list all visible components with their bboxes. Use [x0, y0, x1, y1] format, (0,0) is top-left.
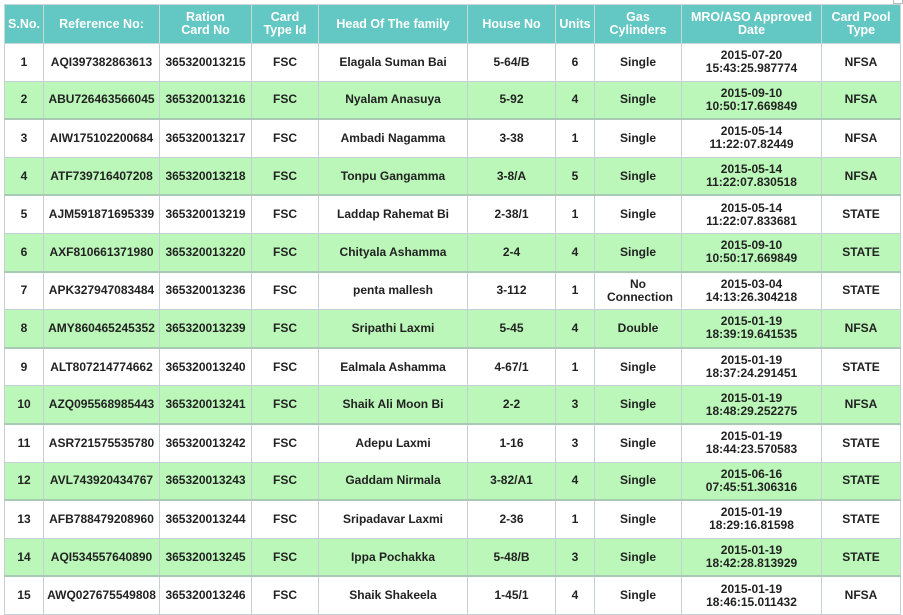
cell-reference-no: AVL743920434767: [44, 462, 160, 500]
cell-house-no: 2-2: [468, 386, 556, 424]
cell-ration-card-no: 365320013215: [160, 44, 252, 82]
cell-approved-date: 2015-01-19 18:48:29.252275: [682, 386, 822, 424]
cell-sno: 12: [5, 462, 44, 500]
cell-house-no: 1-16: [468, 424, 556, 462]
cell-approved-date: 2015-05-14 11:22:07.830518: [682, 157, 822, 195]
cell-head-of-family: Laddap Rahemat Bi: [319, 195, 468, 233]
cell-sno: 15: [5, 576, 44, 614]
col-reference-no: Reference No:: [44, 5, 160, 44]
cell-card-type-id: FSC: [252, 44, 319, 82]
cell-card-type-id: FSC: [252, 272, 319, 310]
cell-house-no: 2-36: [468, 500, 556, 538]
cell-approved-date: 2015-01-19 18:37:24.291451: [682, 348, 822, 386]
cell-units: 1: [556, 348, 595, 386]
cell-units: 3: [556, 538, 595, 576]
cell-units: 4: [556, 576, 595, 614]
cell-sno: 14: [5, 538, 44, 576]
cell-gas-cylinders: Single: [595, 195, 682, 233]
table-row: [5, 119, 901, 157]
cell-units: 4: [556, 81, 595, 119]
cell-units: 1: [556, 119, 595, 157]
cell-sno: 11: [5, 424, 44, 462]
cell-gas-cylinders: Single: [595, 576, 682, 614]
cell-reference-no: AQI397382863613: [44, 44, 160, 82]
cell-units: 4: [556, 462, 595, 500]
cell-card-pool-type: STATE: [822, 500, 901, 538]
cell-card-pool-type: NFSA: [822, 576, 901, 614]
cell-sno: 4: [5, 157, 44, 195]
cell-card-pool-type: STATE: [822, 272, 901, 310]
cell-head-of-family: Ippa Pochakka: [319, 538, 468, 576]
cell-house-no: 1-45/1: [468, 576, 556, 614]
cell-ration-card-no: 365320013242: [160, 424, 252, 462]
cell-approved-date: 2015-01-19 18:44:23.570583: [682, 424, 822, 462]
cell-gas-cylinders: Double: [595, 310, 682, 348]
cell-approved-date: 2015-07-20 15:43:25.987774: [682, 44, 822, 82]
cell-card-type-id: FSC: [252, 424, 319, 462]
cell-card-type-id: FSC: [252, 195, 319, 233]
cell-gas-cylinders: Single: [595, 386, 682, 424]
table-row: [5, 386, 901, 424]
cell-reference-no: ABU726463566045: [44, 81, 160, 119]
cell-head-of-family: Ambadi Nagamma: [319, 119, 468, 157]
cell-head-of-family: Sripadavar Laxmi: [319, 500, 468, 538]
table-row: [5, 44, 901, 82]
cell-card-type-id: FSC: [252, 119, 319, 157]
cell-head-of-family: Adepu Laxmi: [319, 424, 468, 462]
cell-card-pool-type: STATE: [822, 195, 901, 233]
col-units: Units: [556, 5, 595, 44]
cell-reference-no: AXF810661371980: [44, 233, 160, 271]
cell-house-no: 3-8/A: [468, 157, 556, 195]
cell-gas-cylinders: Single: [595, 424, 682, 462]
cell-card-type-id: FSC: [252, 157, 319, 195]
table-row: [5, 310, 901, 348]
cell-sno: 10: [5, 386, 44, 424]
cell-reference-no: AQI534557640890: [44, 538, 160, 576]
table-row: [5, 272, 901, 310]
cell-units: 1: [556, 195, 595, 233]
cell-house-no: 3-38: [468, 119, 556, 157]
cell-head-of-family: Sripathi Laxmi: [319, 310, 468, 348]
cell-house-no: 5-64/B: [468, 44, 556, 82]
cell-head-of-family: Nyalam Anasuya: [319, 81, 468, 119]
table-row: [5, 538, 901, 576]
cell-head-of-family: Tonpu Gangamma: [319, 157, 468, 195]
cell-card-type-id: FSC: [252, 538, 319, 576]
cell-gas-cylinders: Single: [595, 44, 682, 82]
cell-reference-no: ATF739716407208: [44, 157, 160, 195]
cell-card-type-id: FSC: [252, 500, 319, 538]
col-gas-cylinders: Gas Cylinders: [595, 5, 682, 44]
cell-card-type-id: FSC: [252, 386, 319, 424]
cell-card-type-id: FSC: [252, 576, 319, 614]
cell-approved-date: 2015-05-14 11:22:07.833681: [682, 195, 822, 233]
cell-card-type-id: FSC: [252, 233, 319, 271]
cell-units: 4: [556, 233, 595, 271]
table-row: [5, 81, 901, 119]
cell-ration-card-no: 365320013217: [160, 119, 252, 157]
cell-ration-card-no: 365320013240: [160, 348, 252, 386]
cell-gas-cylinders: Single: [595, 157, 682, 195]
table-row: [5, 576, 901, 614]
cell-card-pool-type: NFSA: [822, 81, 901, 119]
cell-gas-cylinders: Single: [595, 81, 682, 119]
cell-gas-cylinders: Single: [595, 462, 682, 500]
cell-house-no: 2-38/1: [468, 195, 556, 233]
cell-ration-card-no: 365320013219: [160, 195, 252, 233]
cell-gas-cylinders: No Connection: [595, 272, 682, 310]
cell-units: 3: [556, 386, 595, 424]
cell-approved-date: 2015-05-14 11:22:07.82449: [682, 119, 822, 157]
cell-head-of-family: Shaik Shakeela: [319, 576, 468, 614]
cell-approved-date: 2015-01-19 18:42:28.813929: [682, 538, 822, 576]
cell-gas-cylinders: Single: [595, 348, 682, 386]
cell-sno: 1: [5, 44, 44, 82]
cell-head-of-family: Gaddam Nirmala: [319, 462, 468, 500]
cell-sno: 13: [5, 500, 44, 538]
cell-card-type-id: FSC: [252, 310, 319, 348]
cell-head-of-family: penta mallesh: [319, 272, 468, 310]
cell-ration-card-no: 365320013239: [160, 310, 252, 348]
header-row: [5, 5, 901, 44]
cell-units: 5: [556, 157, 595, 195]
cell-head-of-family: Elagala Suman Bai: [319, 44, 468, 82]
cell-card-pool-type: STATE: [822, 462, 901, 500]
cell-approved-date: 2015-09-10 10:50:17.669849: [682, 81, 822, 119]
cell-card-pool-type: STATE: [822, 348, 901, 386]
cell-gas-cylinders: Single: [595, 500, 682, 538]
cell-sno: 9: [5, 348, 44, 386]
table-row: [5, 157, 901, 195]
cell-sno: 7: [5, 272, 44, 310]
table-row: [5, 424, 901, 462]
cell-ration-card-no: 365320013236: [160, 272, 252, 310]
cell-approved-date: 2015-06-16 07:45:51.306316: [682, 462, 822, 500]
table-row: [5, 462, 901, 500]
cell-approved-date: 2015-03-04 14:13:26.304218: [682, 272, 822, 310]
col-approved-date: MRO/ASO Approved Date: [682, 5, 822, 44]
cell-head-of-family: Ealmala Ashamma: [319, 348, 468, 386]
cell-house-no: 5-45: [468, 310, 556, 348]
cell-card-pool-type: STATE: [822, 424, 901, 462]
cell-units: 6: [556, 44, 595, 82]
cell-gas-cylinders: Single: [595, 119, 682, 157]
cell-card-type-id: FSC: [252, 462, 319, 500]
cell-card-type-id: FSC: [252, 348, 319, 386]
cell-reference-no: APK327947083484: [44, 272, 160, 310]
cell-card-pool-type: NFSA: [822, 44, 901, 82]
cell-approved-date: 2015-09-10 10:50:17.669849: [682, 233, 822, 271]
cell-head-of-family: Chityala Ashamma: [319, 233, 468, 271]
cell-ration-card-no: 365320013246: [160, 576, 252, 614]
cell-reference-no: ALT807214774662: [44, 348, 160, 386]
cell-head-of-family: Shaik Ali Moon Bi: [319, 386, 468, 424]
cell-ration-card-no: 365320013244: [160, 500, 252, 538]
cell-card-pool-type: NFSA: [822, 157, 901, 195]
cell-reference-no: AZQ095568985443: [44, 386, 160, 424]
cell-card-pool-type: STATE: [822, 538, 901, 576]
col-ration-card-no: Ration Card No: [160, 5, 252, 44]
cell-ration-card-no: 365320013216: [160, 81, 252, 119]
cell-house-no: 5-48/B: [468, 538, 556, 576]
cell-house-no: 3-82/A1: [468, 462, 556, 500]
cell-reference-no: AMY860465245352: [44, 310, 160, 348]
cell-reference-no: AFB788479208960: [44, 500, 160, 538]
col-sno: S.No.: [5, 5, 44, 44]
cell-house-no: 3-112: [468, 272, 556, 310]
cell-gas-cylinders: Single: [595, 233, 682, 271]
col-card-pool-type: Card Pool Type: [822, 5, 901, 44]
cell-approved-date: 2015-01-19 18:46:15.011432: [682, 576, 822, 614]
cell-gas-cylinders: Single: [595, 538, 682, 576]
table-row: [5, 233, 901, 271]
col-head-of-family: Head Of The family: [319, 5, 468, 44]
cell-reference-no: AIW175102200684: [44, 119, 160, 157]
cell-sno: 3: [5, 119, 44, 157]
cell-house-no: 5-92: [468, 81, 556, 119]
cell-sno: 5: [5, 195, 44, 233]
table-row: [5, 500, 901, 538]
cell-sno: 8: [5, 310, 44, 348]
cell-units: 1: [556, 272, 595, 310]
cell-approved-date: 2015-01-19 18:39:19.641535: [682, 310, 822, 348]
cell-approved-date: 2015-01-19 18:29:16.81598: [682, 500, 822, 538]
cell-sno: 2: [5, 81, 44, 119]
cell-card-pool-type: NFSA: [822, 119, 901, 157]
cell-card-pool-type: NFSA: [822, 310, 901, 348]
table-row: [5, 348, 901, 386]
cell-ration-card-no: 365320013243: [160, 462, 252, 500]
cell-card-type-id: FSC: [252, 81, 319, 119]
cell-ration-card-no: 365320013245: [160, 538, 252, 576]
cell-card-pool-type: NFSA: [822, 386, 901, 424]
cell-house-no: 4-67/1: [468, 348, 556, 386]
cell-house-no: 2-4: [468, 233, 556, 271]
col-house-no: House No: [468, 5, 556, 44]
table-row: [5, 195, 901, 233]
col-card-type-id: Card Type Id: [252, 5, 319, 44]
cell-reference-no: AWQ027675549808: [44, 576, 160, 614]
cell-sno: 6: [5, 233, 44, 271]
cell-card-pool-type: STATE: [822, 233, 901, 271]
cell-reference-no: AJM591871695339: [44, 195, 160, 233]
ration-card-table: [4, 4, 901, 615]
cell-units: 3: [556, 424, 595, 462]
cell-units: 4: [556, 310, 595, 348]
cell-ration-card-no: 365320013220: [160, 233, 252, 271]
cell-ration-card-no: 365320013218: [160, 157, 252, 195]
cell-ration-card-no: 365320013241: [160, 386, 252, 424]
cell-reference-no: ASR721575535780: [44, 424, 160, 462]
cell-units: 1: [556, 500, 595, 538]
